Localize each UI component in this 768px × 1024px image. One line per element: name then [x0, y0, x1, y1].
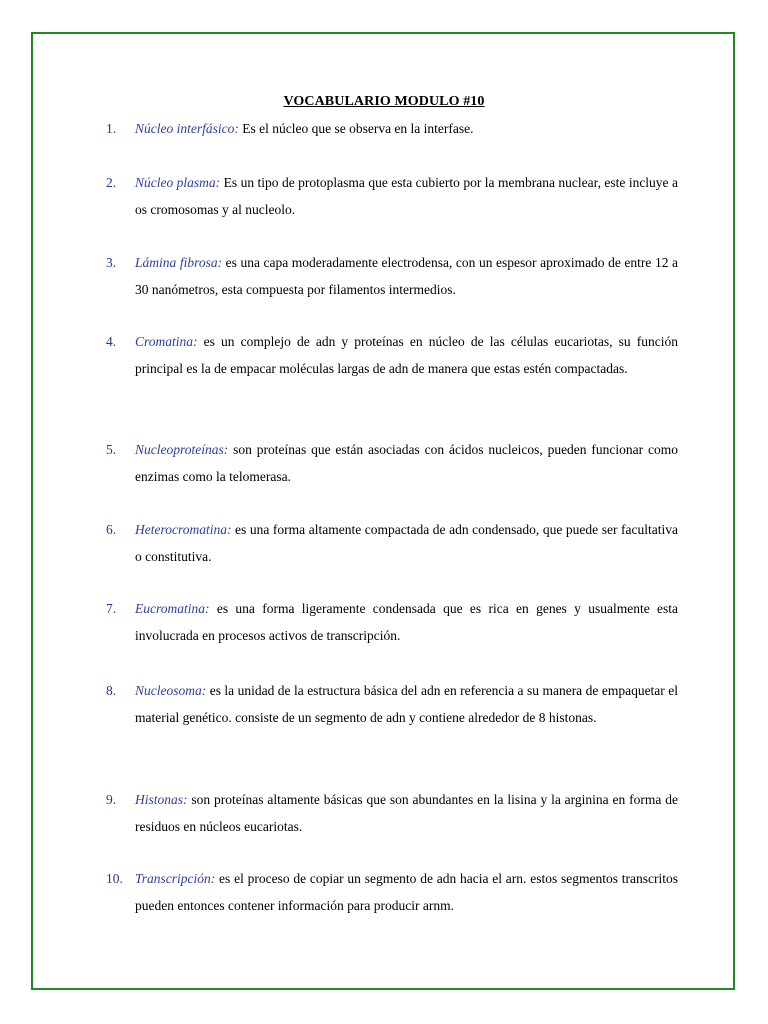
- item-number: 8.: [106, 683, 117, 698]
- item-definition: son proteínas altamente básicas que son abundantes en la lisina y la arginina en forma de residuos en núcleos eucariotas.: [135, 792, 678, 834]
- item-number: 6.: [106, 522, 117, 537]
- item-number: 2.: [106, 175, 117, 190]
- item-definition: Es el núcleo que se observa en la interfase.: [238, 121, 474, 136]
- item-text: [135, 677, 678, 731]
- item-number: 7.: [106, 601, 117, 616]
- item-definition: es la unidad de la estructura básica del adn en referencia a su manera de empaquetar el material genético. consiste de un segmento de adn y contiene alrededor de 8 histonas.: [135, 683, 678, 725]
- item-number: 10.: [106, 871, 123, 886]
- item-definition: es un complejo de adn y proteínas en núcleo de las células eucariotas, su función principal es la de empacar moléculas largas de adn de manera que estas estén compactadas.: [135, 334, 678, 376]
- item-text: [135, 249, 678, 303]
- item-term: Histonas:: [135, 792, 188, 807]
- item-term: Heterocromatina:: [135, 522, 232, 537]
- item-term: Nucleosoma:: [135, 683, 207, 698]
- item-number: 4.: [106, 334, 117, 349]
- item-text: [135, 786, 678, 840]
- item-text: [135, 115, 678, 142]
- item-definition: es el proceso de copiar un segmento de adn hacia el arn. estos segmentos transcritos pueden entonces contener información para producir arnm.: [135, 871, 678, 913]
- item-number: 9.: [106, 792, 117, 807]
- item-term: Eucromatina:: [135, 601, 210, 616]
- item-number: 3.: [106, 255, 117, 270]
- item-term: Núcleo plasma:: [135, 175, 221, 190]
- item-number: 1.: [106, 121, 117, 136]
- item-term: Lámina fibrosa:: [135, 255, 223, 270]
- item-text: [135, 328, 678, 382]
- item-term: Nucleoproteínas:: [135, 442, 229, 457]
- item-text: [135, 516, 678, 570]
- item-text: [135, 865, 678, 919]
- item-text: [135, 436, 678, 490]
- item-term: Núcleo interfásico:: [135, 121, 239, 136]
- document-title: VOCABULARIO MODULO #10: [283, 94, 485, 109]
- item-definition: es una forma ligeramente condensada que es rica en genes y usualmente esta involucrada en procesos activos de transcripción.: [135, 601, 678, 643]
- item-definition: es una capa moderadamente electrodensa, con un espesor aproximado de entre 12 a 30 nanómetros, esta compuesta por filamentos intermedios.: [135, 255, 678, 297]
- item-text: [135, 595, 678, 649]
- item-term: Transcripción:: [135, 871, 216, 886]
- item-definition: son proteínas que están asociadas con ácidos nucleicos, pueden funcionar como enzimas como la telomerasa.: [135, 442, 678, 484]
- item-definition: Es un tipo de protoplasma que esta cubierto por la membrana nuclear, este incluye a os cromosomas y al nucleolo.: [135, 175, 678, 217]
- item-text: [135, 169, 678, 223]
- item-definition: es una forma altamente compactada de adn condensado, que puede ser facultativa o constitutiva.: [135, 522, 678, 564]
- item-number: 5.: [106, 442, 117, 457]
- item-term: Cromatina:: [135, 334, 198, 349]
